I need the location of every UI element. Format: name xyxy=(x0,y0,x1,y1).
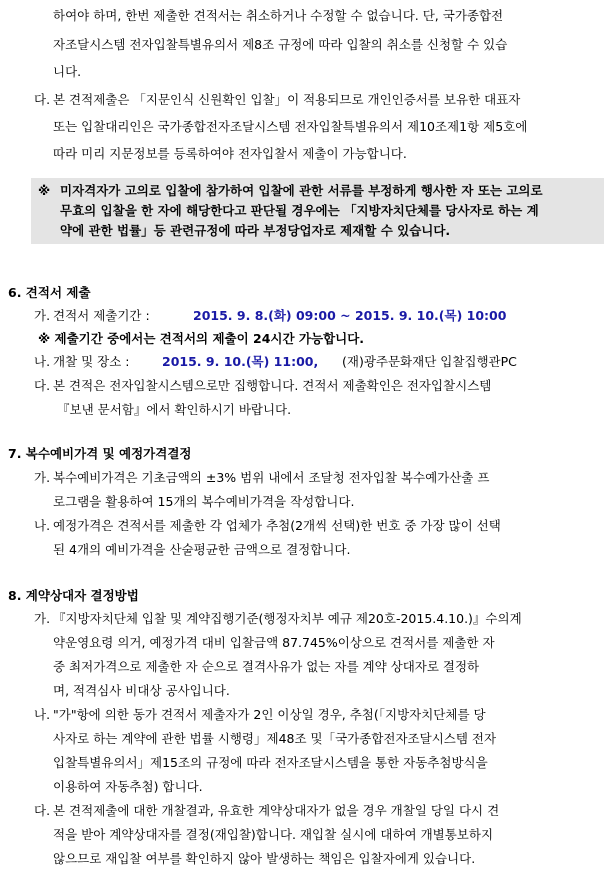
section-title: 6. 견적서 제출 xyxy=(8,285,91,300)
para-line: 적을 받아 계약상대자를 결정(재입찰)합니다. 재입찰 실시에 대하여 개별통보하지 xyxy=(53,827,494,842)
item-marker: 나. xyxy=(34,354,51,369)
item-marker: 다. xyxy=(34,378,51,393)
submission-period-label: 견적서 제출기간 : xyxy=(53,308,150,323)
item-marker: 가. xyxy=(34,611,51,626)
item-marker: 나. xyxy=(34,707,51,722)
para-line: 복수예비가격은 기초금액의 ±3% 범위 내에서 조달청 전자입찰 복수예가산출 프 xyxy=(53,470,490,485)
submission-period-value: 2015. 9. 8.(화) 09:00 ~ 2015. 9. 10.(목) 10:00 xyxy=(193,308,507,323)
para-line: 본 견적은 전자입찰시스템으로만 집행합니다. 견적서 제출확인은 전자입찰시스템 xyxy=(53,378,492,393)
para-line: 중 최저가격으로 제출한 자 순으로 결격사유가 없는 자를 계약 상대자로 결정하 xyxy=(53,659,480,674)
notice-mark: ※ xyxy=(38,183,51,198)
para-line: "가"항에 의한 동가 견적서 제출자가 2인 이상일 경우, 추첨(「지방자치단체를 당 xyxy=(53,707,486,722)
para-line: 않으므로 재입찰 여부를 확인하지 않아 발생하는 책임은 입찰자에게 있습니다. xyxy=(53,851,476,866)
item-marker: 다. xyxy=(34,803,51,818)
item-marker: 가. xyxy=(34,308,51,323)
para-line: 자조달시스템 전자입찰특별유의서 제8조 규정에 따라 입찰의 취소를 신청할 수 있습 xyxy=(53,37,508,52)
para-line: 입찰특별유의서」제15조의 규정에 따라 전자조달시스템을 통한 자동추첨방식을 xyxy=(53,755,488,770)
para-line: 약운영요령 의거, 예정가격 대비 입찰금액 87.745%이상으로 견적서를 제출한 자 xyxy=(53,635,495,650)
notice-line: 미자격자가 고의로 입찰에 참가하여 입찰에 관한 서류를 부정하게 행사한 자 또는 고의로 xyxy=(60,183,543,198)
para-line: 사자로 하는 계약에 관한 법률 시행령」제48조 및「국가종합전자조달시스템 전자 xyxy=(53,731,497,746)
para-line: 하여야 하며, 한번 제출한 견적서는 취소하거나 수정할 수 없습니다. 단, 국가종합전 xyxy=(53,8,504,23)
para-line: 또는 입찰대리인은 국가종합전자조달시스템 전자입찰특별유의서 제10조제1항 제5호에 xyxy=(53,119,528,134)
para-line: 본 견적제출에 대한 개찰결과, 유효한 계약상대자가 없을 경우 개찰일 당일 다시 견 xyxy=(53,803,500,818)
para-line: 본 견적제출은 「지문인식 신원확인 입찰」이 적용되므로 개인인증서를 보유한 대표자 xyxy=(53,92,521,107)
item-marker: 나. xyxy=(34,518,51,533)
submission-note: ※ 제출기간 중에서는 견적서의 제출이 24시간 가능합니다. xyxy=(38,331,365,346)
notice-line: 약에 관한 법률」등 관련규정에 따라 부정당업자로 제재할 수 있습니다. xyxy=(60,223,451,238)
para-line: 『보낸 문서함』에서 확인하시기 바랍니다. xyxy=(57,402,292,417)
item-marker: 가. xyxy=(34,470,51,485)
para-line: 로그램을 활용하여 15개의 복수예비가격을 작성합니다. xyxy=(53,494,355,509)
para-line: 이용하여 자동추첨) 합니다. xyxy=(53,779,203,794)
opening-datetime: 2015. 9. 10.(목) 11:00, xyxy=(162,354,319,369)
para-line: 된 4개의 예비가격을 산술평균한 금액으로 결정합니다. xyxy=(53,542,351,557)
item-marker: 다. xyxy=(34,92,51,107)
para-line: 니다. xyxy=(53,64,82,79)
notice-line: 무효의 입찰을 한 자에 해당한다고 판단될 경우에는 「지방자치단체를 당사자로 하는 계 xyxy=(60,203,539,218)
para-line: 따라 미리 지문정보를 등록하여야 전자입찰서 제출이 가능합니다. xyxy=(53,146,407,161)
para-line: 예정가격은 견적서를 제출한 각 업체가 추첨(2개씩 선택)한 번호 중 가장 많이 선택 xyxy=(53,518,501,533)
section-title: 8. 계약상대자 결정방법 xyxy=(8,588,139,603)
opening-label: 개찰 및 장소 : xyxy=(53,354,130,369)
opening-place: (재)광주문화재단 입찰집행관PC xyxy=(342,354,517,369)
para-line: 며, 적격심사 비대상 공사입니다. xyxy=(53,683,230,698)
section-title: 7. 복수예비가격 및 예정가격결정 xyxy=(8,446,192,461)
para-line: 『지방자치단체 입찰 및 계약집행기준(행정자치부 예규 제20호-2015.4.10.)』수의계 xyxy=(53,611,522,626)
